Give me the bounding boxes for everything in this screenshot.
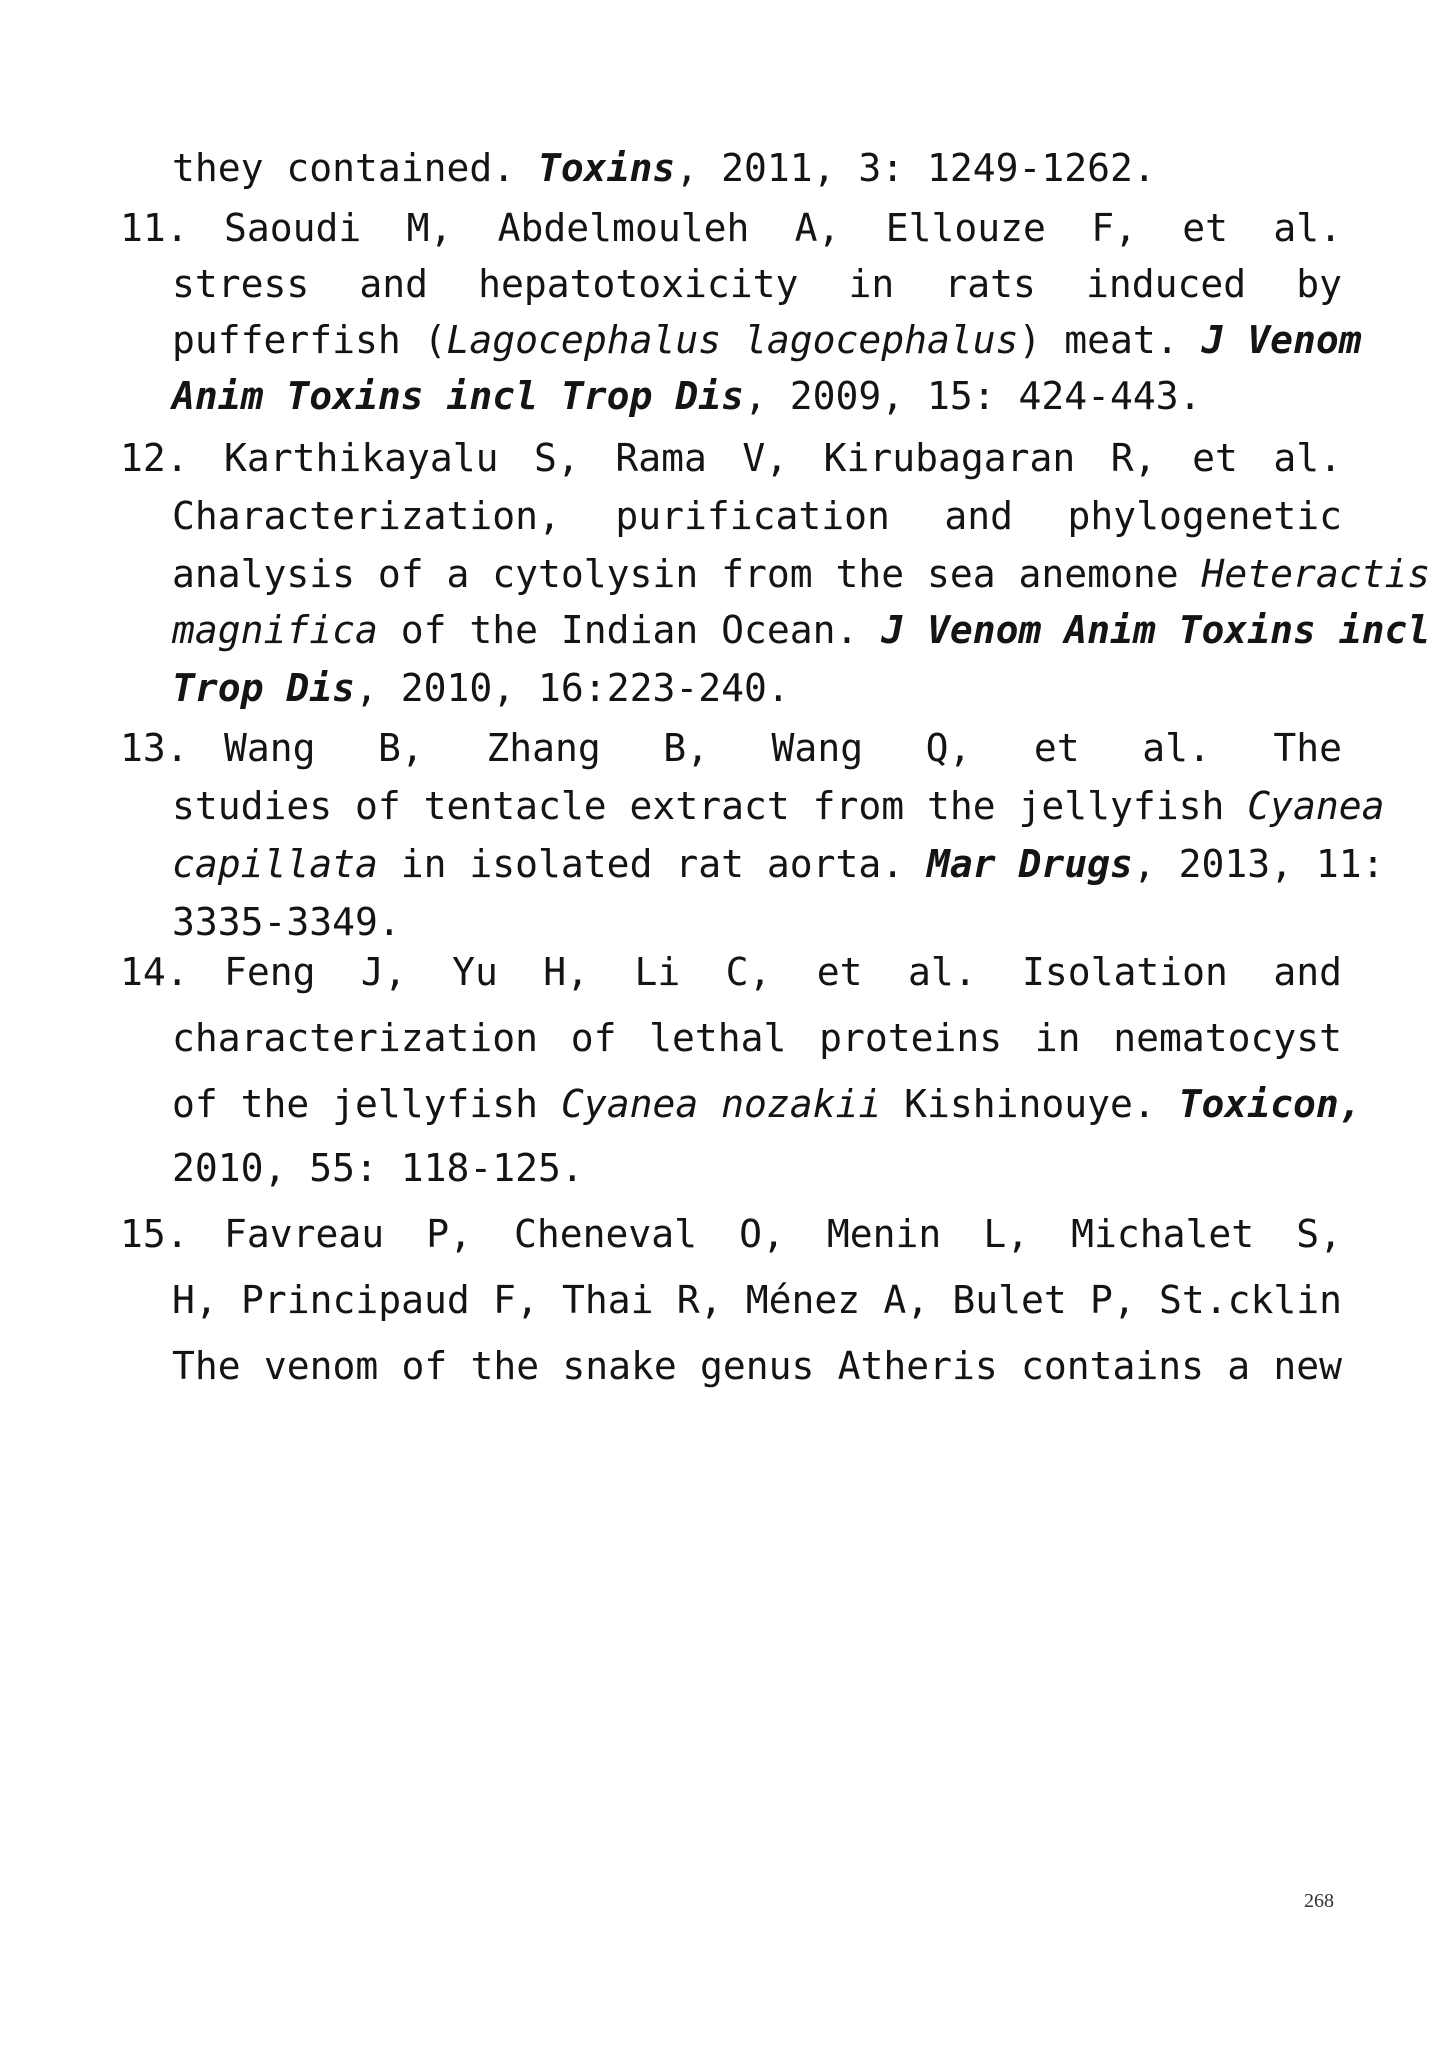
reference-11-line-3 (172, 318, 1362, 362)
ref-text: , 2010, 16:223-240. (355, 666, 790, 710)
journal-name: Anim Toxins incl Trop Dis (172, 374, 744, 418)
species-name: Heteractis (1201, 552, 1431, 596)
species-name: magnifica (172, 608, 378, 652)
journal-name: Toxins (538, 146, 676, 190)
reference-12-line-1: Karthikayalu S, Rama V, Kirubagaran R, et al. (224, 436, 1342, 480)
page-number: 268 (1304, 1890, 1334, 1912)
reference-11-line-1: Saoudi M, Abdelmouleh A, Ellouze F, et al. (224, 206, 1342, 250)
ref-text: in isolated rat aorta. (377, 842, 927, 886)
reference-12-line-2: Characterization, purification and phylogenetic (172, 494, 1342, 538)
reference-number: 15. (120, 1212, 189, 1256)
journal-name: Trop Dis (172, 666, 356, 710)
species-name: capillata (172, 842, 378, 886)
species-name: Lagocephalus lagocephalus (446, 318, 1019, 362)
journal-name: J Venom (1201, 318, 1362, 362)
ref-text: studies of tentacle extract from the jellyfish (172, 784, 1248, 828)
reference-number: 12. (120, 436, 189, 480)
reference-number: 14. (120, 950, 189, 994)
reference-11-line-4 (172, 374, 1342, 418)
ref-text: , 2011, 3: 1249-1262. (675, 146, 1156, 190)
reference-15-line-3: The venom of the snake genus Atheris contains a new (172, 1344, 1342, 1388)
species-name: Cyanea nozakii (560, 1082, 882, 1126)
reference-14-line-4: 2010, 55: 118-125. (172, 1146, 584, 1190)
ref-text: ) meat. (1018, 318, 1202, 362)
ref-text: analysis of a cytolysin from the sea anemone (172, 552, 1202, 596)
reference-13-line-4: 3335-3349. (172, 900, 401, 944)
ref-text: they contained. (172, 146, 539, 190)
reference-14-line-1: Feng J, Yu H, Li C, et al. Isolation and (224, 950, 1342, 994)
reference-13-line-3 (172, 842, 1385, 886)
ref-text: , 2013, 11: (1132, 842, 1385, 886)
reference-12-line-5 (172, 666, 1342, 710)
reference-15-line-1: Favreau P, Cheneval O, Menin L, Michalet S, (224, 1212, 1342, 1256)
reference-15-line-2: H, Principaud F, Thai R, Ménez A, Bulet P, St.cklin (172, 1278, 1342, 1322)
reference-10-line-1 (172, 146, 1342, 190)
ref-text: Kishinouye. (881, 1082, 1179, 1126)
reference-11-line-2: stress and hepatotoxicity in rats induced by (172, 262, 1342, 306)
ref-text: of the Indian Ocean. (377, 608, 882, 652)
journal-name: Mar Drugs (926, 842, 1133, 886)
reference-12-line-3 (172, 552, 1431, 596)
reference-13-line-1: Wang B, Zhang B, Wang Q, et al. The (224, 726, 1342, 770)
species-name: Cyanea (1247, 784, 1385, 828)
ref-text: , 2009, 15: 424-443. (743, 374, 1202, 418)
reference-number: 11. (120, 206, 189, 250)
ref-text: of the jellyfish (172, 1082, 561, 1126)
journal-name: J Venom Anim Toxins incl (881, 608, 1431, 652)
ref-text: pufferfish ( (172, 318, 447, 362)
reference-12-line-4 (172, 608, 1431, 652)
reference-13-line-2 (172, 784, 1385, 828)
reference-14-line-3 (172, 1082, 1362, 1126)
reference-number: 13. (120, 726, 189, 770)
reference-14-line-2: characterization of lethal proteins in nematocyst (172, 1016, 1342, 1060)
journal-name: Toxicon, (1178, 1082, 1362, 1126)
